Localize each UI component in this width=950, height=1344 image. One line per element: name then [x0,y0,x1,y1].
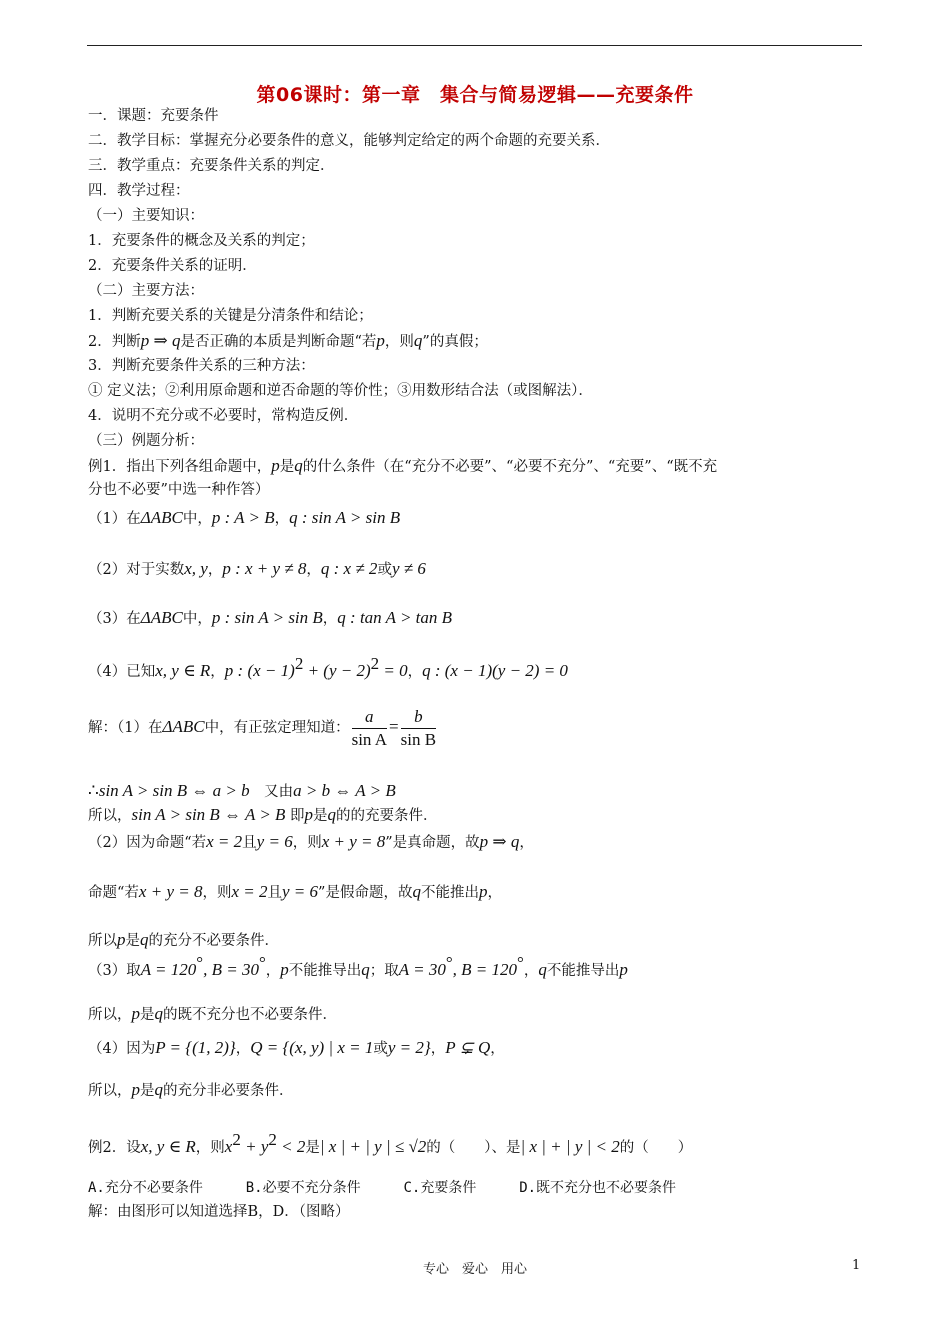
formula: x [224,1137,233,1156]
formula: p : x + y ≠ 8 [222,559,307,578]
formula: p : sin A > sin B [211,608,323,627]
example2-options [88,1178,676,1198]
text: （2）对于实数 [88,562,185,578]
text: 中， [182,511,212,527]
degree: ° [517,953,524,972]
formula: + (y − 2) [303,661,371,680]
text: 的什么条件（在“充分不必要”、“必要不充分”、“充要”、“既不充 [302,459,718,475]
option-a: A.充分不必要条件 [88,1180,203,1196]
formula: , B = 30 [203,960,259,979]
formula: ΔABC [140,608,183,627]
exponent: 2 [294,654,304,673]
var-p: p [271,456,280,475]
text: ，则 [202,885,232,901]
text: 的既不充分也不必要条件． [163,1007,337,1023]
formula: A = 120 [140,960,197,979]
formula: sin A > sin B ⇔ a > b [98,781,250,800]
formula: , B = 120 [452,960,518,979]
example2-question [88,1130,693,1158]
formula: p : A > B [211,508,275,527]
methods-heading: （二）主要方法： [88,283,204,299]
formula: p ⇒ q [140,331,181,350]
text: 所以 [88,933,117,949]
var-p: p [619,960,628,979]
text: 是否正确的本质是判断命题“若 [180,334,377,350]
denominator: sin A [351,729,388,749]
solution2-line1 [88,832,534,853]
text: ， [210,664,225,680]
text: （4）因为 [88,1041,156,1057]
footer-motto: 专心 爱心 用心 [422,1262,527,1277]
var-q: q [327,805,337,824]
option-d: D.既不充分也不必要条件 [519,1180,677,1196]
var-q: q [154,1004,163,1023]
text: 的（ ） [619,1140,693,1156]
text: ， [235,1041,251,1057]
formula: P ⊊ Q [445,1038,491,1057]
text: 或 [377,562,392,578]
formula: y = 2} [387,1038,431,1057]
text: 是 [140,1007,155,1023]
var-q: q [538,960,547,979]
text: 是 [125,933,140,949]
var-p: p [131,1004,140,1023]
var-q: q [412,882,421,901]
text: 所以， [88,1083,132,1099]
example1-case3 [88,608,452,629]
text: 是 [305,1140,320,1156]
formula: | x | + | y | < 2 [520,1137,620,1156]
var-q: q [140,930,149,949]
method-item-2 [88,331,488,352]
degree: ° [445,953,453,972]
text: 不能推出 [420,885,479,901]
method-item-3: 3．判断充要条件关系的三种方法： [88,358,315,374]
formula: y ≠ 6 [391,559,426,578]
text: 即 [290,808,305,824]
goal-line: 二．教学目标：掌握充分必要条件的意义，能够判定给定的两个命题的充要关系． [88,133,610,149]
formula: q : sin A > sin B [289,508,401,527]
var-q: q [413,331,423,350]
text: 例2．设 [88,1140,141,1156]
equals: = [389,717,399,736]
var-q: q [154,1080,163,1099]
example1-case2 [88,559,426,580]
text: ， [430,1041,446,1057]
formula: q : (x − 1)(y − 2) = 0 [422,661,568,680]
formula: + y [240,1137,269,1156]
text: ， [407,664,423,680]
text: （3）取 [88,963,141,979]
formula: x, y ∈ R [155,661,211,680]
formula: x + y = 8 [138,882,203,901]
solution1-line3 [88,805,438,826]
examples-heading: （三）例题分析： [88,433,204,449]
method-item-3-detail: ① 定义法；②利用原命题和逆否命题的等价性；③用数形结合法（或图解法）． [88,383,593,399]
text: 例1．指出下列各组命题中， [88,459,272,475]
text: （1）在 [88,511,141,527]
text: （4）已知 [88,664,156,680]
text: ， [487,885,502,901]
text: 或 [373,1041,388,1057]
exponent: 2 [370,654,380,673]
text: ， [207,562,223,578]
formula: | x | + | y | ≤ √2 [319,1137,427,1156]
text: 不能推导出 [288,963,362,979]
text: 2．判断 [88,334,141,350]
example2-solution: 解：由图形可以知道选择B，D．（图略） [88,1204,350,1220]
var-q: q [361,960,370,979]
text: ， [523,963,539,979]
formula: x = 2 [231,882,268,901]
knowledge-item-1: 1．充要条件的概念及关系的判定； [88,233,315,249]
header-rule [87,45,862,46]
var-p: p [376,331,385,350]
formula: ΔABC [140,508,183,527]
text: 所以， [88,808,132,824]
formula: < 2 [276,1137,306,1156]
text: （3）在 [88,611,141,627]
text: 的（ ）、是 [426,1140,521,1156]
formula: ΔABC [162,717,205,736]
solution2-line2 [88,882,502,903]
formula: x, y ∈ R [140,1137,196,1156]
solution4-line1 [88,1038,505,1059]
formula: Q = {(x, y) | x = 1 [250,1038,374,1057]
process-line: 四．教学过程： [88,183,190,199]
formula: p : (x − 1) [224,661,295,680]
example1-case4 [88,654,568,682]
var-p: p [280,960,289,979]
text: 且 [267,885,282,901]
text: ”是真命题，故 [385,835,480,851]
formula: = 0 [379,661,408,680]
solution2-line3 [88,930,279,951]
exponent: 2 [268,1130,277,1149]
example1-line1 [88,456,717,477]
method-item-1: 1．判断充要关系的关键是分清条件和结论； [88,308,373,324]
var-p: p [117,930,126,949]
formula: P = {(1, 2)} [155,1038,236,1057]
formula: y = 6 [282,882,319,901]
topic-line: 一．课题：充要条件 [88,108,219,124]
formula: x = 2 [206,832,243,851]
text: ，则 [195,1140,225,1156]
var-p: p [478,882,488,901]
text: ， [265,963,281,979]
formula: q : x ≠ 2 [320,559,378,578]
option-b: B.必要不充分条件 [245,1180,361,1196]
text: ， [322,611,338,627]
text: ”的真假； [422,334,488,350]
text: 且 [242,835,257,851]
numerator: b [401,706,436,729]
method-item-4: 4．说明不充分或不必要时，常构造反例． [88,408,359,424]
solution3-line1 [88,953,628,981]
text: ”是假命题，故 [318,885,413,901]
degree: ° [258,953,266,972]
text: 又由 [249,784,294,800]
text: 所以， [88,1007,132,1023]
text: 是 [279,459,295,475]
text: 的的充要条件． [336,808,438,824]
text: 中，有正弦定理知道： [204,720,350,736]
knowledge-item-2: 2．充要条件关系的证明． [88,258,257,274]
text: ，则 [292,835,322,851]
var-p: p [304,805,314,824]
knowledge-heading: （一）主要知识： [88,208,204,224]
text: ；取 [369,963,399,979]
text: 的充分非必要条件． [163,1083,294,1099]
example1-line2: 分也不必要”中选一种作答） [88,482,270,498]
degree: ° [196,953,204,972]
focus-line: 三．教学重点：充要条件关系的判定． [88,158,335,174]
text: 解：（1）在 [88,720,163,736]
var-q: q [294,456,303,475]
text: ， [519,835,534,851]
solution1-line1 [88,704,438,751]
numerator: a [352,706,387,729]
therefore-symbol: ∴ [88,781,99,800]
option-c: C.充要条件 [403,1180,477,1196]
formula: A = 30 [398,960,446,979]
text: 命题“若 [88,885,139,901]
text: 是 [313,808,328,824]
text: ， [490,1041,505,1057]
example1-case1 [88,508,400,529]
var-p: p [131,1080,140,1099]
text: ，则 [384,334,414,350]
solution4-line2 [88,1080,294,1101]
formula: x, y [184,559,208,578]
page-title: 第06课时：第一章 集合与简易逻辑——充要条件 [256,84,694,106]
text: 的充分不必要条件． [148,933,279,949]
formula: a > b ⇔ A > B [293,781,396,800]
text: 是 [140,1083,155,1099]
text: 不能推导出 [546,963,620,979]
denominator: sin B [400,729,437,749]
text: ， [306,562,321,578]
formula: sin A > sin B ⇔ A > B [131,805,286,824]
formula: q : tan A > tan B [337,608,453,627]
formula: y = 6 [256,832,293,851]
text: ， [274,511,290,527]
formula: x + y = 8 [321,832,386,851]
text: 中， [182,611,212,627]
exponent: 2 [232,1130,241,1149]
page-number: 1 [852,1258,861,1273]
solution1-line2 [88,781,396,802]
solution3-line2 [88,1004,337,1025]
formula: p ⇒ q [479,832,520,851]
text: （2）因为命题“若 [88,835,207,851]
fraction-a-over-sinA [352,706,387,751]
fraction-b-over-sinB [401,706,436,751]
